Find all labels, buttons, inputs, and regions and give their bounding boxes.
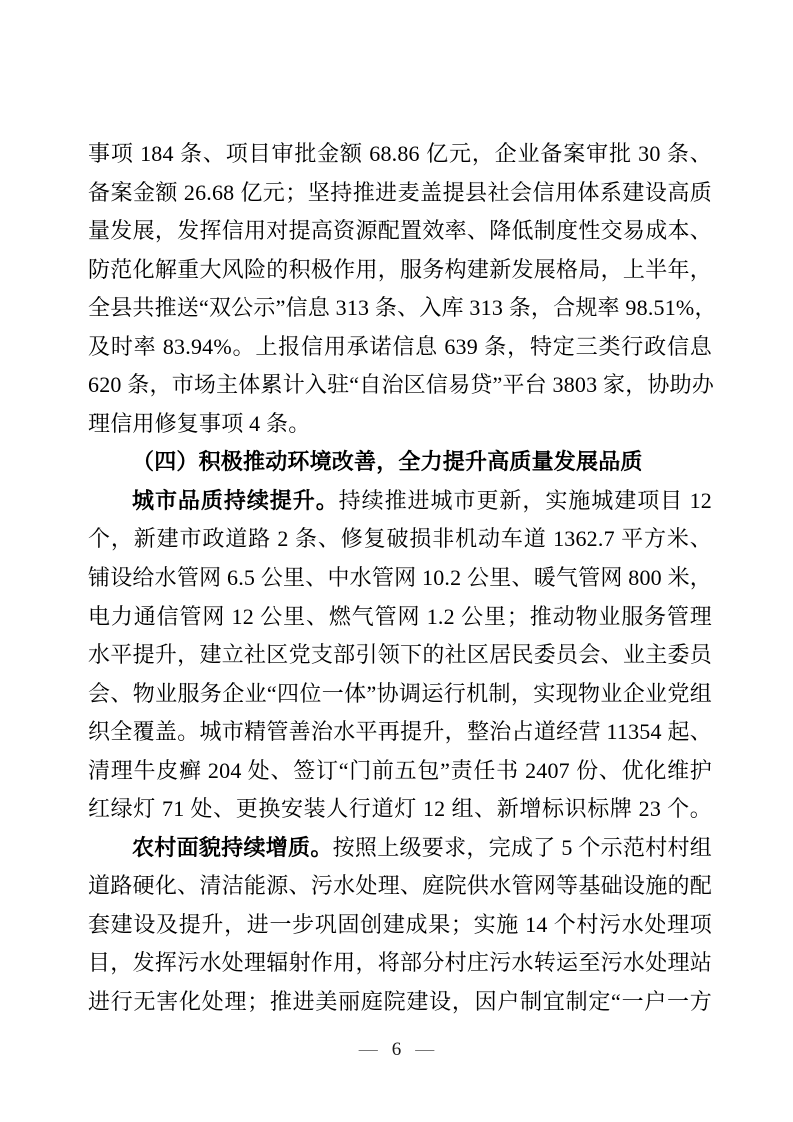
text-line bbox=[88, 713, 712, 752]
page-number-value: 6 bbox=[391, 1039, 402, 1060]
line-text: 个，新建市政道路 2 条、修复破损非机动车道 1362.7 平方米、 bbox=[88, 526, 712, 552]
text-line bbox=[88, 598, 712, 637]
line-text: 及时率 83.94%。上报信用承诺信息 639 条，特定三类行政信息 bbox=[88, 333, 712, 359]
line-text: 道路硬化、清洁能源、污水处理、庭院供水管网等基础设施的配 bbox=[88, 873, 712, 899]
text-line bbox=[88, 790, 712, 829]
text-line bbox=[88, 829, 712, 868]
line-text: 目，发挥污水处理辐射作用，将部分村庄污水转运至污水处理站 bbox=[88, 950, 712, 976]
bold-run: 农村面貌持续增质。 bbox=[132, 834, 333, 860]
text-line bbox=[88, 752, 712, 791]
line-text: 620 条，市场主体累计入驻“自治区信易贷”平台 3803 家，协助办 bbox=[88, 372, 715, 398]
text-line bbox=[88, 212, 712, 251]
line-text: 按照上级要求，完成了 5 个示范村村组 bbox=[332, 834, 712, 860]
text-line bbox=[88, 636, 712, 675]
line-text: 进行无害化处理；推进美丽庭院建设，因户制宜制定“一户一方 bbox=[88, 989, 712, 1015]
line-text: 持续推进城市更新，实施城建项目 12 bbox=[338, 487, 712, 513]
line-text: 防范化解重大风险的积极作用，服务构建新发展格局，上半年， bbox=[88, 256, 712, 282]
bold-run: 城市品质持续提升。 bbox=[132, 487, 339, 513]
text-line bbox=[88, 135, 712, 174]
text-line bbox=[88, 675, 712, 714]
text-line bbox=[88, 289, 717, 328]
line-text: 水平提升，建立社区党支部引领下的社区居民委员会、业主委员 bbox=[88, 642, 712, 668]
text-line bbox=[88, 983, 712, 1022]
text-line bbox=[88, 482, 712, 521]
page-number-dash-right: — bbox=[415, 1039, 435, 1060]
line-text: 会、物业服务企业“四位一体”协调运行机制，实现物业企业党组 bbox=[88, 680, 712, 706]
text-line bbox=[88, 559, 712, 598]
line-text: 备案金额 26.68 亿元；坚持推进麦盖提县社会信用体系建设高质 bbox=[88, 179, 712, 205]
text-line bbox=[88, 867, 712, 906]
line-text: 清理牛皮癣 204 处、签订“门前五包”责任书 2407 份、优化维护 bbox=[88, 757, 712, 783]
section-heading bbox=[88, 443, 712, 482]
text-line bbox=[88, 366, 715, 405]
text-line bbox=[88, 405, 712, 444]
text-line bbox=[88, 520, 712, 559]
text-line bbox=[88, 328, 712, 367]
line-text: 全县共推送“双公示”信息 313 条、入库 313 条，合规率 98.51%， bbox=[88, 295, 717, 321]
text-block bbox=[88, 135, 717, 1022]
heading-text: （四）积极推动环境改善，全力提升高质量发展品质 bbox=[132, 449, 643, 475]
line-text: 电力通信管网 12 公里、燃气管网 1.2 公里；推动物业服务管理 bbox=[88, 603, 712, 629]
line-text: 事项 184 条、项目审批金额 68.86 亿元，企业备案审批 30 条、 bbox=[88, 141, 712, 166]
line-text: 理信用修复事项 4 条。 bbox=[88, 410, 311, 436]
line-text: 套建设及提升，进一步巩固创建成果；实施 14 个村污水处理项 bbox=[88, 911, 712, 937]
text-line bbox=[88, 944, 712, 983]
text-line bbox=[88, 251, 712, 290]
text-line bbox=[88, 906, 712, 945]
page-number-dash-left: — bbox=[358, 1039, 378, 1060]
text-line bbox=[88, 174, 712, 213]
line-text: 红绿灯 71 处、更换安装人行道灯 12 组、新增标识标牌 23 个。 bbox=[88, 796, 712, 822]
line-text: 铺设给水管网 6.5 公里、中水管网 10.2 公里、暖气管网 800 米， bbox=[88, 565, 712, 591]
line-text: 量发展，发挥信用对提高资源配置效率、降低制度性交易成本、 bbox=[88, 218, 712, 244]
line-text: 织全覆盖。城市精管善治水平再提升，整治占道经营 11354 起、 bbox=[88, 719, 712, 745]
page-number bbox=[0, 1036, 793, 1064]
